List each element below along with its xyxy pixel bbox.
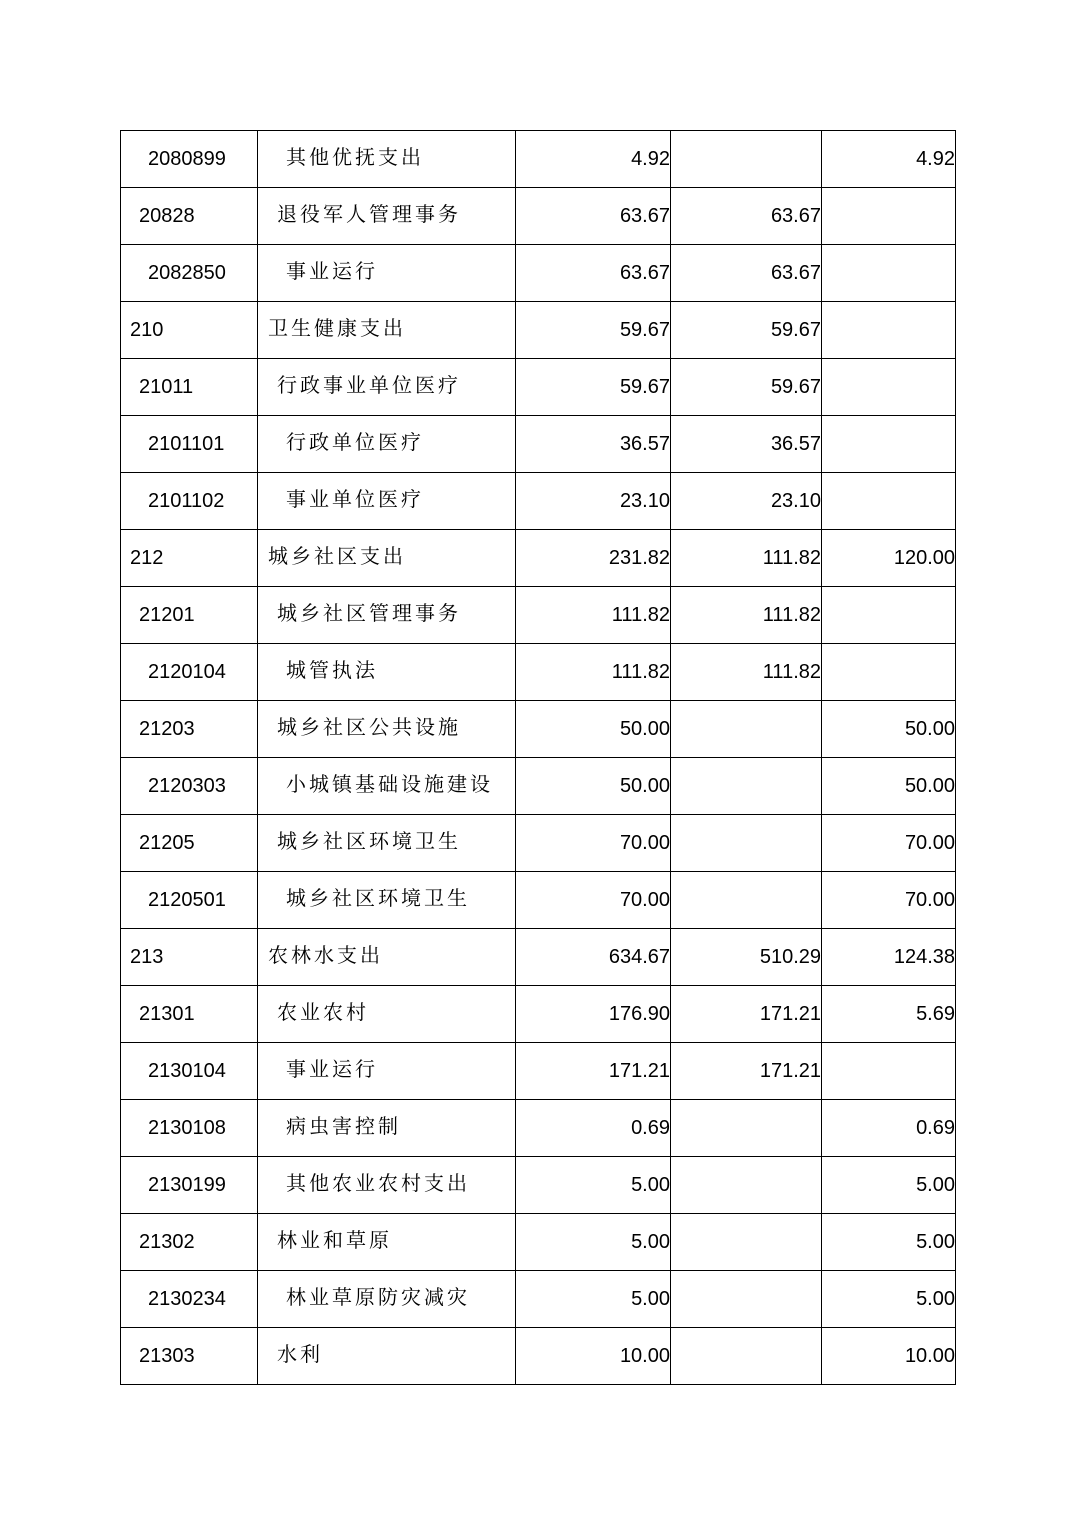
- subject-name-text: 城乡社区管理事务: [277, 601, 461, 625]
- total-amount-cell: 5.00: [516, 1157, 671, 1214]
- total-amount-cell: 111.82: [516, 644, 671, 701]
- project-expenditure-cell: 5.00: [822, 1271, 956, 1328]
- basic-expenditure-cell: 63.67: [671, 245, 822, 302]
- subject-code-cell: 2082850: [121, 245, 258, 302]
- subject-name-cell: [258, 1100, 516, 1157]
- subject-name-text: 病虫害控制: [286, 1114, 401, 1138]
- total-amount-cell: 111.82: [516, 587, 671, 644]
- project-expenditure-cell: [822, 644, 956, 701]
- subject-name-text: 行政单位医疗: [286, 430, 424, 454]
- subject-name-text: 其他农业农村支出: [286, 1171, 470, 1195]
- table-row: [121, 188, 956, 245]
- subject-code-cell: 212: [121, 530, 258, 587]
- total-amount-cell: 36.57: [516, 416, 671, 473]
- subject-code-cell: 21302: [121, 1214, 258, 1271]
- project-expenditure-cell: 5.00: [822, 1157, 956, 1214]
- basic-expenditure-cell: [671, 1100, 822, 1157]
- subject-name-text: 退役军人管理事务: [277, 202, 461, 226]
- project-expenditure-cell: 50.00: [822, 701, 956, 758]
- subject-name-cell: [258, 473, 516, 530]
- subject-name-text: 城乡社区公共设施: [277, 715, 461, 739]
- table-row: [121, 872, 956, 929]
- total-amount-cell: 70.00: [516, 872, 671, 929]
- total-amount-cell: 59.67: [516, 302, 671, 359]
- basic-expenditure-cell: [671, 815, 822, 872]
- subject-name-cell: [258, 1328, 516, 1385]
- table-row: [121, 758, 956, 815]
- basic-expenditure-cell: [671, 1328, 822, 1385]
- total-amount-cell: 59.67: [516, 359, 671, 416]
- subject-name-cell: [258, 587, 516, 644]
- basic-expenditure-cell: 510.29: [671, 929, 822, 986]
- project-expenditure-cell: 0.69: [822, 1100, 956, 1157]
- basic-expenditure-cell: 111.82: [671, 644, 822, 701]
- project-expenditure-cell: [822, 587, 956, 644]
- subject-name-cell: [258, 1157, 516, 1214]
- subject-code-cell: 21201: [121, 587, 258, 644]
- table-row: [121, 815, 956, 872]
- subject-name-text: 林业草原防灾减灾: [286, 1285, 470, 1309]
- subject-name-cell: [258, 815, 516, 872]
- subject-name-text: 农林水支出: [268, 943, 383, 967]
- subject-name-cell: [258, 1214, 516, 1271]
- subject-name-text: 小城镇基础设施建设: [286, 772, 493, 796]
- subject-code-cell: 20828: [121, 188, 258, 245]
- total-amount-cell: 10.00: [516, 1328, 671, 1385]
- subject-code-cell: 21011: [121, 359, 258, 416]
- project-expenditure-cell: [822, 245, 956, 302]
- project-expenditure-cell: 70.00: [822, 815, 956, 872]
- table-row: [121, 530, 956, 587]
- subject-name-text: 行政事业单位医疗: [277, 373, 461, 397]
- subject-name-text: 城管执法: [286, 658, 378, 682]
- subject-name-cell: [258, 1043, 516, 1100]
- project-expenditure-cell: [822, 359, 956, 416]
- project-expenditure-cell: 10.00: [822, 1328, 956, 1385]
- subject-code-cell: 21301: [121, 986, 258, 1043]
- total-amount-cell: 5.00: [516, 1271, 671, 1328]
- subject-name-cell: [258, 758, 516, 815]
- table-row: [121, 302, 956, 359]
- basic-expenditure-cell: [671, 701, 822, 758]
- subject-name-cell: [258, 872, 516, 929]
- subject-name-text: 农业农村: [277, 1000, 369, 1024]
- table-row: [121, 1214, 956, 1271]
- table-row: [121, 929, 956, 986]
- table-row: [121, 131, 956, 188]
- total-amount-cell: 50.00: [516, 701, 671, 758]
- project-expenditure-cell: 70.00: [822, 872, 956, 929]
- subject-name-text: 其他优抚支出: [286, 145, 424, 169]
- subject-name-cell: [258, 929, 516, 986]
- project-expenditure-cell: [822, 1043, 956, 1100]
- subject-code-cell: 2130108: [121, 1100, 258, 1157]
- subject-code-cell: 2120104: [121, 644, 258, 701]
- subject-name-text: 城乡社区环境卫生: [286, 886, 470, 910]
- table-row: [121, 416, 956, 473]
- basic-expenditure-cell: [671, 872, 822, 929]
- subject-name-text: 林业和草原: [277, 1228, 392, 1252]
- subject-code-cell: 21203: [121, 701, 258, 758]
- project-expenditure-cell: 4.92: [822, 131, 956, 188]
- total-amount-cell: 70.00: [516, 815, 671, 872]
- subject-code-cell: 2120303: [121, 758, 258, 815]
- total-amount-cell: 63.67: [516, 188, 671, 245]
- table-row: [121, 986, 956, 1043]
- total-amount-cell: 171.21: [516, 1043, 671, 1100]
- subject-name-cell: [258, 245, 516, 302]
- table-row: [121, 1157, 956, 1214]
- project-expenditure-cell: [822, 416, 956, 473]
- subject-name-cell: [258, 131, 516, 188]
- basic-expenditure-cell: 171.21: [671, 986, 822, 1043]
- total-amount-cell: 4.92: [516, 131, 671, 188]
- basic-expenditure-cell: 63.67: [671, 188, 822, 245]
- subject-code-cell: 2080899: [121, 131, 258, 188]
- subject-name-cell: [258, 530, 516, 587]
- basic-expenditure-cell: 23.10: [671, 473, 822, 530]
- subject-code-cell: 21303: [121, 1328, 258, 1385]
- project-expenditure-cell: 124.38: [822, 929, 956, 986]
- subject-name-cell: [258, 302, 516, 359]
- subject-code-cell: 21205: [121, 815, 258, 872]
- table-row: [121, 1271, 956, 1328]
- subject-code-cell: 2120501: [121, 872, 258, 929]
- table-row: [121, 1328, 956, 1385]
- basic-expenditure-cell: 111.82: [671, 587, 822, 644]
- basic-expenditure-cell: 171.21: [671, 1043, 822, 1100]
- table-row: [121, 701, 956, 758]
- project-expenditure-cell: 5.69: [822, 986, 956, 1043]
- subject-name-text: 城乡社区支出: [268, 544, 406, 568]
- subject-name-cell: [258, 644, 516, 701]
- table-row: [121, 644, 956, 701]
- subject-name-text: 卫生健康支出: [268, 316, 406, 340]
- total-amount-cell: 231.82: [516, 530, 671, 587]
- subject-name-cell: [258, 359, 516, 416]
- total-amount-cell: 634.67: [516, 929, 671, 986]
- basic-expenditure-cell: [671, 758, 822, 815]
- table-row: [121, 359, 956, 416]
- subject-name-text: 水利: [277, 1342, 323, 1366]
- total-amount-cell: 176.90: [516, 986, 671, 1043]
- total-amount-cell: 5.00: [516, 1214, 671, 1271]
- project-expenditure-cell: 5.00: [822, 1214, 956, 1271]
- table-row: [121, 245, 956, 302]
- total-amount-cell: 50.00: [516, 758, 671, 815]
- subject-name-cell: [258, 701, 516, 758]
- basic-expenditure-cell: [671, 1214, 822, 1271]
- subject-code-cell: 2101102: [121, 473, 258, 530]
- basic-expenditure-cell: 36.57: [671, 416, 822, 473]
- total-amount-cell: 23.10: [516, 473, 671, 530]
- total-amount-cell: 63.67: [516, 245, 671, 302]
- subject-name-cell: [258, 188, 516, 245]
- subject-code-cell: 210: [121, 302, 258, 359]
- subject-code-cell: 213: [121, 929, 258, 986]
- budget-table-body: [121, 131, 956, 1385]
- table-row: [121, 473, 956, 530]
- subject-code-cell: 2130199: [121, 1157, 258, 1214]
- project-expenditure-cell: [822, 302, 956, 359]
- subject-name-text: 事业运行: [286, 1057, 378, 1081]
- subject-code-cell: 2130104: [121, 1043, 258, 1100]
- table-row: [121, 587, 956, 644]
- table-row: [121, 1100, 956, 1157]
- table-row: [121, 1043, 956, 1100]
- basic-expenditure-cell: 111.82: [671, 530, 822, 587]
- subject-name-text: 事业运行: [286, 259, 378, 283]
- budget-table: [120, 130, 956, 1385]
- project-expenditure-cell: [822, 188, 956, 245]
- basic-expenditure-cell: [671, 1157, 822, 1214]
- basic-expenditure-cell: 59.67: [671, 302, 822, 359]
- subject-code-cell: 2130234: [121, 1271, 258, 1328]
- subject-name-text: 事业单位医疗: [286, 487, 424, 511]
- project-expenditure-cell: [822, 473, 956, 530]
- total-amount-cell: 0.69: [516, 1100, 671, 1157]
- basic-expenditure-cell: [671, 131, 822, 188]
- project-expenditure-cell: 120.00: [822, 530, 956, 587]
- subject-code-cell: 2101101: [121, 416, 258, 473]
- subject-name-cell: [258, 416, 516, 473]
- subject-name-cell: [258, 1271, 516, 1328]
- basic-expenditure-cell: 59.67: [671, 359, 822, 416]
- project-expenditure-cell: 50.00: [822, 758, 956, 815]
- basic-expenditure-cell: [671, 1271, 822, 1328]
- subject-name-cell: [258, 986, 516, 1043]
- subject-name-text: 城乡社区环境卫生: [277, 829, 461, 853]
